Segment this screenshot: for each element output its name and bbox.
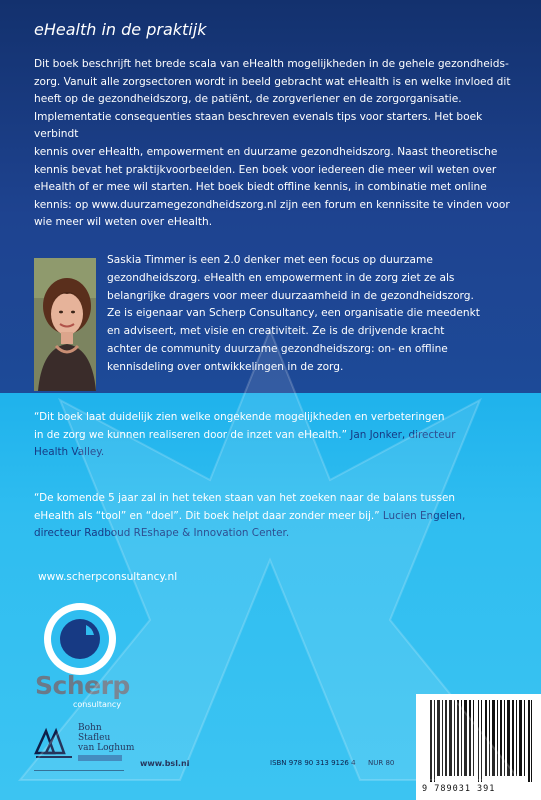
quote-author-org: Health Valley. [34,446,105,458]
publisher-line: Bohn [78,723,102,733]
quote-line [34,508,494,526]
publisher-logo-icon [34,723,74,759]
logo-wordmark: Scherp [35,671,130,700]
intro-line: kennis bevat het praktijkvoorbeelden. Een boek voor iedereen die meer wil weten over [34,163,497,176]
publisher-name [78,723,134,753]
nur-label: NUR 80 [368,759,395,767]
intro-line: Implementatie consequenties staan beschreven evenals tips voor starters. Het boek verbindt [34,110,483,141]
bio-line: achter de community duurzame gezondheidszorg: on- en offline [107,342,448,355]
intro-line: kennis over eHealth, empowerment en duurzame gezondheidszorg. Naast theoretische [34,145,498,158]
author-bio [107,252,527,377]
intro-line: Dit boek beschrijft het brede scala van eHealth mogelijkheden in de gehele gezondheids- [34,58,509,70]
publisher-line: van Loghum [78,743,135,753]
intro-line: heeft op de gezondheidszorg, de patiënt, de zorgverlener en de zorgorganisatie. [34,93,462,106]
quote-author: Jan Jonker, directeur [346,428,456,441]
bio-line: en adviseert, met visie en creativiteit. Ze is de drijvende kracht [107,325,445,338]
barcode-icon [428,700,534,782]
intro-line: wie meer wil weten over eHealth. [34,216,213,229]
bio-line: Ze is eigenaar van Scherp Consultancy, een organisatie die meedenkt [107,307,480,320]
bio-line: kennisdeling over ontwikkelingen in de zorg. [107,360,344,373]
isbn-label: ISBN 978 90 313 9126 4 [270,759,356,767]
bio-line: Saskia Timmer is een 2.0 denker met een focus op duurzame [107,254,433,266]
intro-text [34,56,524,232]
logo-subtitle: consultancy [73,700,122,709]
intro-line: eHealth of er mee wil starten. Het boek biedt offline kennis, in combinatie met online [34,181,487,194]
quote-text: in de zorg we kunnen realiseren door de inzet van eHealth.” [34,428,347,441]
barcode-number: 9 789031 391 [422,784,496,794]
author-portrait-icon [34,258,96,391]
barcode-area [416,694,541,800]
quote-line: “Dit boek laat duidelijk zien welke ongekende mogelijkheden en verbeteringen [34,411,445,423]
endorsement-quote [34,490,494,543]
bio-line: belangrijke dragers voor meer duurzaamheid in de gezondheidszorg. [107,289,474,302]
quote-author: Lucien Engelen, [379,509,466,522]
author-photo [34,258,96,391]
cover-title: eHealth in de praktijk [34,20,207,39]
bio-line: gezondheidszorg. eHealth en empowerment in de zorg ziet ze als [107,271,455,284]
quote-author-org: directeur Radboud REshape & Innovation Center. [34,527,290,539]
intro-line: kennis: op www.duurzamegezondheidszorg.nl zijn een forum en kennissite te vinden voor [34,198,510,211]
quote-text: eHealth als “tool” en “doel”. Dit boek helpt daar zonder meer bij.” [34,509,380,522]
publisher-divider [34,770,124,771]
quote-line: “De komende 5 jaar zal in het teken staan van het zoeken naar de balans tussen [34,492,455,504]
intro-line: zorg. Vanuit alle zorgsectoren wordt in beeld gebracht wat eHealth is en welke invloed dit [34,75,511,88]
publisher-tag [78,755,122,761]
endorsement-quote [34,409,494,462]
cover-top-section [0,0,541,393]
scherp-logo-icon [42,601,118,677]
publisher-line: Stafleu [78,733,111,743]
cover-bottom-section [0,393,541,800]
publisher-url: www.bsl.nl [140,759,190,768]
quote-line [34,427,494,445]
website-url: www.scherpconsultancy.nl [38,571,178,583]
